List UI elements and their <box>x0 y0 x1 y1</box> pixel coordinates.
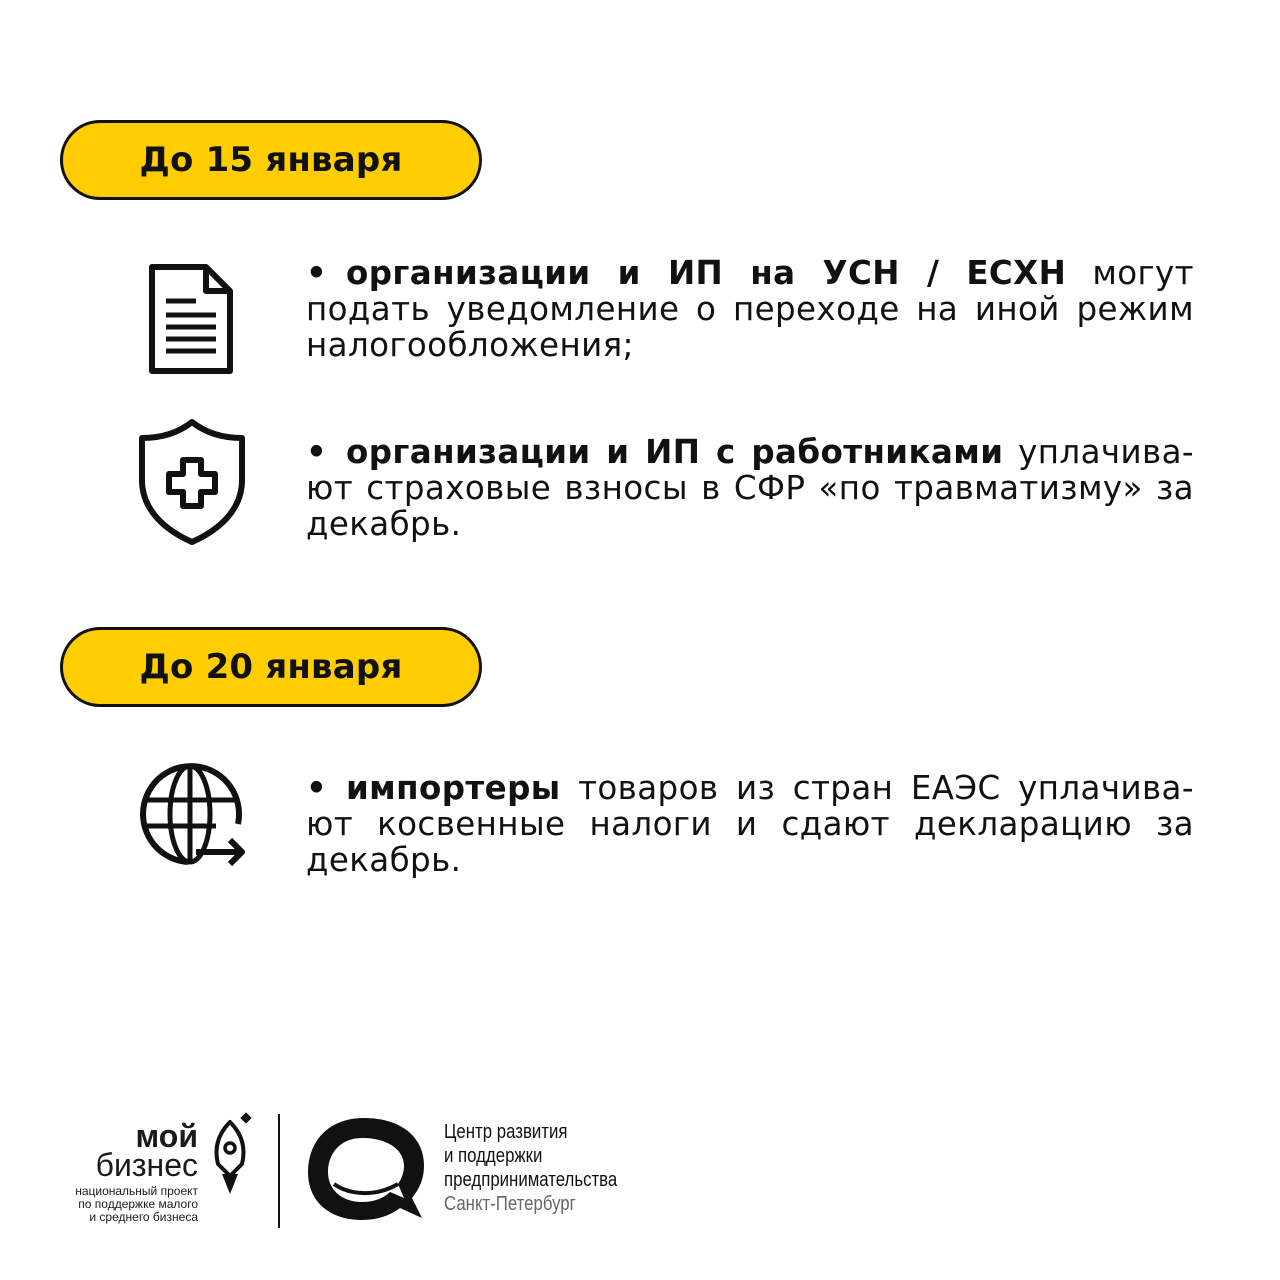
center-name <box>444 1120 617 1216</box>
section-heading-text: До 20 января <box>139 647 403 687</box>
document-icon <box>148 263 234 375</box>
section-heading-text: До 15 января <box>139 140 403 180</box>
item-text: товаров из стран ЕАЭС уплачива-ют косвенные налоги и сдают декларацию за декабрь. <box>306 769 1194 879</box>
shield-cross-icon <box>137 418 247 546</box>
center-line3: предпринимательства <box>444 1169 618 1191</box>
item-bold-text: организации и ИП на УСН / ЕСХН <box>346 254 1067 292</box>
bullet: • <box>306 433 328 471</box>
item-bold-text: импортеры <box>346 769 561 807</box>
item-insurance-contributions <box>306 434 1194 542</box>
speech-bubble-logo-icon <box>304 1114 428 1226</box>
moy-biznes-line1: мой <box>135 1118 198 1154</box>
footer-divider <box>278 1114 280 1228</box>
bullet: • <box>306 769 328 807</box>
section-heading-jan15 <box>60 120 482 200</box>
section-heading-jan20 <box>60 627 482 707</box>
bullet: • <box>306 254 328 292</box>
moy-biznes-sub3: и среднего бизнеса <box>89 1210 198 1224</box>
footer <box>0 1100 1280 1240</box>
center-line2: и поддержки <box>444 1145 543 1167</box>
item-bold-text: организации и ИП с работниками <box>346 433 1004 471</box>
center-line1: Центр развития <box>444 1121 568 1143</box>
rocket-icon <box>208 1112 254 1196</box>
item-text: могут подать уведомление о переходе на иной режим налогообложения; <box>306 254 1194 364</box>
moy-biznes-sub2: по поддержке малого <box>78 1197 198 1211</box>
moy-biznes-subtitle <box>75 1185 198 1224</box>
moy-biznes-line2: бизнес <box>95 1147 198 1183</box>
moy-biznes-logo-text <box>95 1118 198 1183</box>
center-city: Санкт-Петербург <box>444 1193 576 1215</box>
globe-arrow-icon <box>138 762 250 872</box>
item-usn-notice <box>306 255 1194 363</box>
moy-biznes-sub1: национальный проект <box>75 1184 198 1198</box>
item-importers <box>306 770 1194 878</box>
item-text: уплачива-ют страховые взносы в СФР «по травматизму» за декабрь. <box>306 433 1195 543</box>
